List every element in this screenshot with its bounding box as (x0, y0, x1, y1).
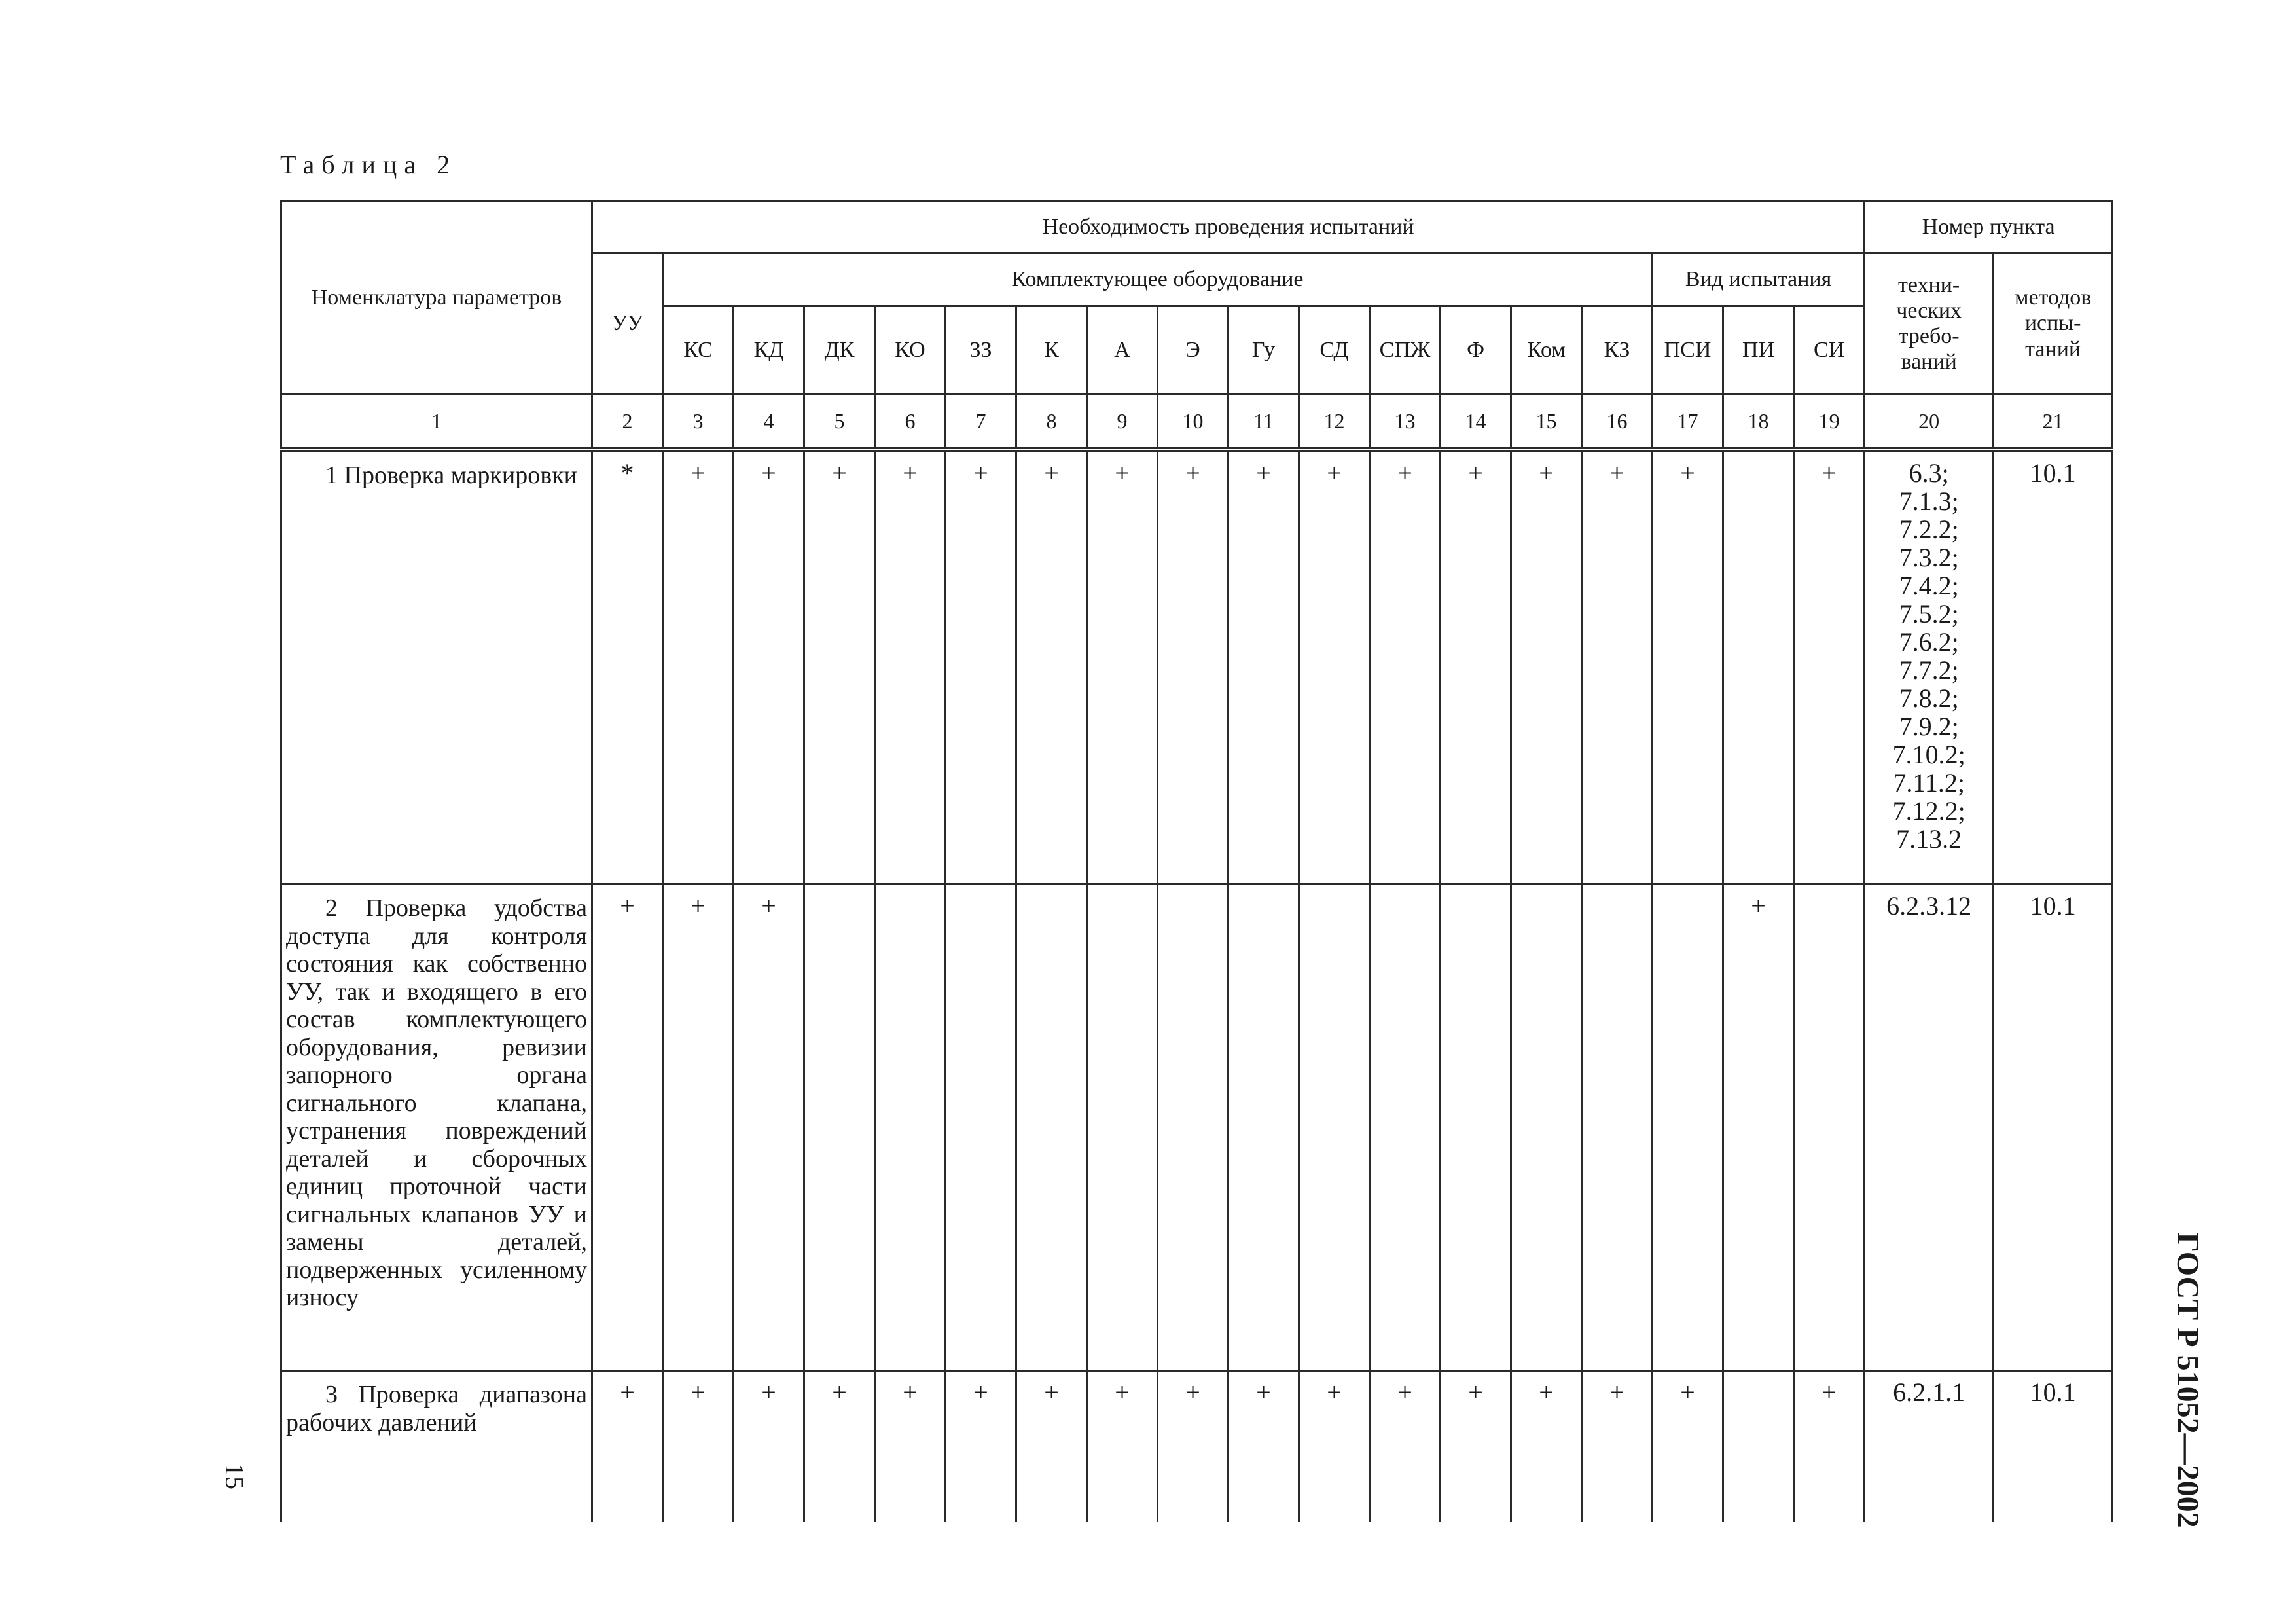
mark-cell: + (1299, 1371, 1370, 1523)
mark-cell (1016, 884, 1087, 1371)
header-equipment-4: КО (875, 306, 946, 394)
mark-cell: + (663, 450, 734, 884)
mark-cell: + (1087, 1371, 1158, 1523)
mark-cell: + (592, 1371, 663, 1523)
header-equipment-2: КД (734, 306, 804, 394)
param-text: 2 Проверка удобства доступа для контроля состояния как собственно УУ, так и входящего в его состав комплектующего оборудования, ревизии запорного органа сигнального клапана, устранения повреждений деталей и сборочных единиц проточной части сигнальных клапанов УУ и замены деталей, подверженных усиленному износу (286, 894, 587, 1311)
mark-cell (946, 884, 1016, 1371)
header-equipment-14: КЗ (1582, 306, 1653, 394)
mark-cell (1229, 884, 1299, 1371)
mark-cell: + (875, 450, 946, 884)
mark-cell: + (1794, 450, 1865, 884)
mark-cell: + (1087, 450, 1158, 884)
header-point-title: Номер пункта (1865, 202, 2113, 253)
table-row (281, 450, 2113, 884)
page-number: 15 (220, 1463, 249, 1489)
header-test-type-title: Вид испытания (1653, 253, 1865, 306)
param-name (281, 450, 592, 884)
mark-cell (804, 884, 875, 1371)
header-equipment-12: Ф (1441, 306, 1511, 394)
column-number: 1 (281, 394, 592, 450)
header-equipment-8: Э (1158, 306, 1229, 394)
param-name (281, 1371, 592, 1523)
mark-cell (1653, 884, 1723, 1371)
mark-cell (1299, 884, 1370, 1371)
header-need-title: Необходимость проведения испытаний (592, 202, 1865, 253)
mark-cell: + (804, 450, 875, 884)
mark-cell: + (663, 884, 734, 1371)
method-ref: 10.1 (1994, 884, 2113, 1371)
mark-cell: + (734, 450, 804, 884)
mark-cell: * (592, 450, 663, 884)
mark-cell: + (1370, 450, 1441, 884)
mark-cell: + (1441, 450, 1511, 884)
column-number: 12 (1299, 394, 1370, 450)
mark-cell (1723, 450, 1794, 884)
mark-cell: + (734, 1371, 804, 1523)
mark-cell (1723, 1371, 1794, 1523)
mark-cell: + (1653, 450, 1723, 884)
method-ref: 10.1 (1994, 450, 2113, 884)
mark-cell: + (1653, 1371, 1723, 1523)
column-number: 11 (1229, 394, 1299, 450)
tech-req-refs: 6.2.3.12 (1865, 884, 1994, 1371)
header-test-type-1: ПСИ (1653, 306, 1723, 394)
mark-cell: + (1511, 1371, 1582, 1523)
header-equipment-10: СД (1299, 306, 1370, 394)
header-equipment-11: СПЖ (1370, 306, 1441, 394)
method-ref: 10.1 (1994, 1371, 2113, 1523)
mark-cell: + (1016, 450, 1087, 884)
mark-cell: + (946, 450, 1016, 884)
column-number: 4 (734, 394, 804, 450)
column-number: 5 (804, 394, 875, 450)
column-number: 6 (875, 394, 946, 450)
requirements-table (280, 200, 2113, 1522)
table-row (281, 884, 2113, 1371)
header-equipment-5: ЗЗ (946, 306, 1016, 394)
mark-cell: + (1723, 884, 1794, 1371)
header-equipment-6: К (1016, 306, 1087, 394)
mark-cell: + (1370, 1371, 1441, 1523)
mark-cell (1087, 884, 1158, 1371)
mark-cell: + (1016, 1371, 1087, 1523)
mark-cell: + (804, 1371, 875, 1523)
mark-cell: + (1229, 450, 1299, 884)
column-number: 9 (1087, 394, 1158, 450)
column-number: 3 (663, 394, 734, 450)
header-test-type-3: СИ (1794, 306, 1865, 394)
header-test-methods: методов испы- таний (1994, 253, 2113, 394)
tech-req-refs: 6.3; 7.1.3; 7.2.2; 7.3.2; 7.4.2; 7.5.2; 7.6.2; 7.7.2; 7.8.2; 7.9.2; 7.10.2; 7.11.2; 7.12.2; 7.13.2 (1865, 450, 1994, 884)
param-text: 1 Проверка маркировки (325, 462, 577, 489)
column-number: 7 (946, 394, 1016, 450)
column-number: 8 (1016, 394, 1087, 450)
mark-cell (1158, 884, 1229, 1371)
column-number: 2 (592, 394, 663, 450)
header-equipment-13: Ком (1511, 306, 1582, 394)
mark-cell: + (734, 884, 804, 1371)
mark-cell: + (1299, 450, 1370, 884)
column-number: 15 (1511, 394, 1582, 450)
mark-cell: + (1229, 1371, 1299, 1523)
mark-cell: + (946, 1371, 1016, 1523)
mark-cell: + (1511, 450, 1582, 884)
mark-cell (1441, 884, 1511, 1371)
header-tech-req: техни- ческих требо- ваний (1865, 253, 1994, 394)
mark-cell: + (1158, 450, 1229, 884)
mark-cell: + (875, 1371, 946, 1523)
header-uu: УУ (592, 253, 663, 394)
column-number: 16 (1582, 394, 1653, 450)
mark-cell (875, 884, 946, 1371)
param-name (281, 884, 592, 1371)
mark-cell: + (1794, 1371, 1865, 1523)
column-number: 17 (1653, 394, 1723, 450)
mark-cell: + (1158, 1371, 1229, 1523)
header-equipment-3: ДК (804, 306, 875, 394)
column-number: 21 (1994, 394, 2113, 450)
column-number: 18 (1723, 394, 1794, 450)
column-number: 13 (1370, 394, 1441, 450)
header-equipment-7: А (1087, 306, 1158, 394)
tech-req-refs: 6.2.1.1 (1865, 1371, 1994, 1523)
table-row (281, 1371, 2113, 1523)
mark-cell (1370, 884, 1441, 1371)
column-number: 19 (1794, 394, 1865, 450)
mark-cell: + (1582, 450, 1653, 884)
standard-designation: ГОСТ Р 51052—2002 (2170, 1232, 2205, 1528)
table-caption: Таблица 2 (280, 150, 457, 179)
mark-cell (1511, 884, 1582, 1371)
mark-cell: + (663, 1371, 734, 1523)
header-equipment-9: Гу (1229, 306, 1299, 394)
mark-cell: + (1582, 1371, 1653, 1523)
header-param-title: Номенклатура параметров (281, 202, 592, 394)
column-number: 14 (1441, 394, 1511, 450)
header-equipment-title: Комплектующее оборудование (663, 253, 1653, 306)
mark-cell: + (1441, 1371, 1511, 1523)
mark-cell: + (592, 884, 663, 1371)
header-test-type-2: ПИ (1723, 306, 1794, 394)
column-number: 10 (1158, 394, 1229, 450)
param-text: 3 Проверка диапазона рабочих давлений (286, 1381, 587, 1436)
column-number: 20 (1865, 394, 1994, 450)
header-equipment-1: КС (663, 306, 734, 394)
mark-cell (1794, 884, 1865, 1371)
mark-cell (1582, 884, 1653, 1371)
